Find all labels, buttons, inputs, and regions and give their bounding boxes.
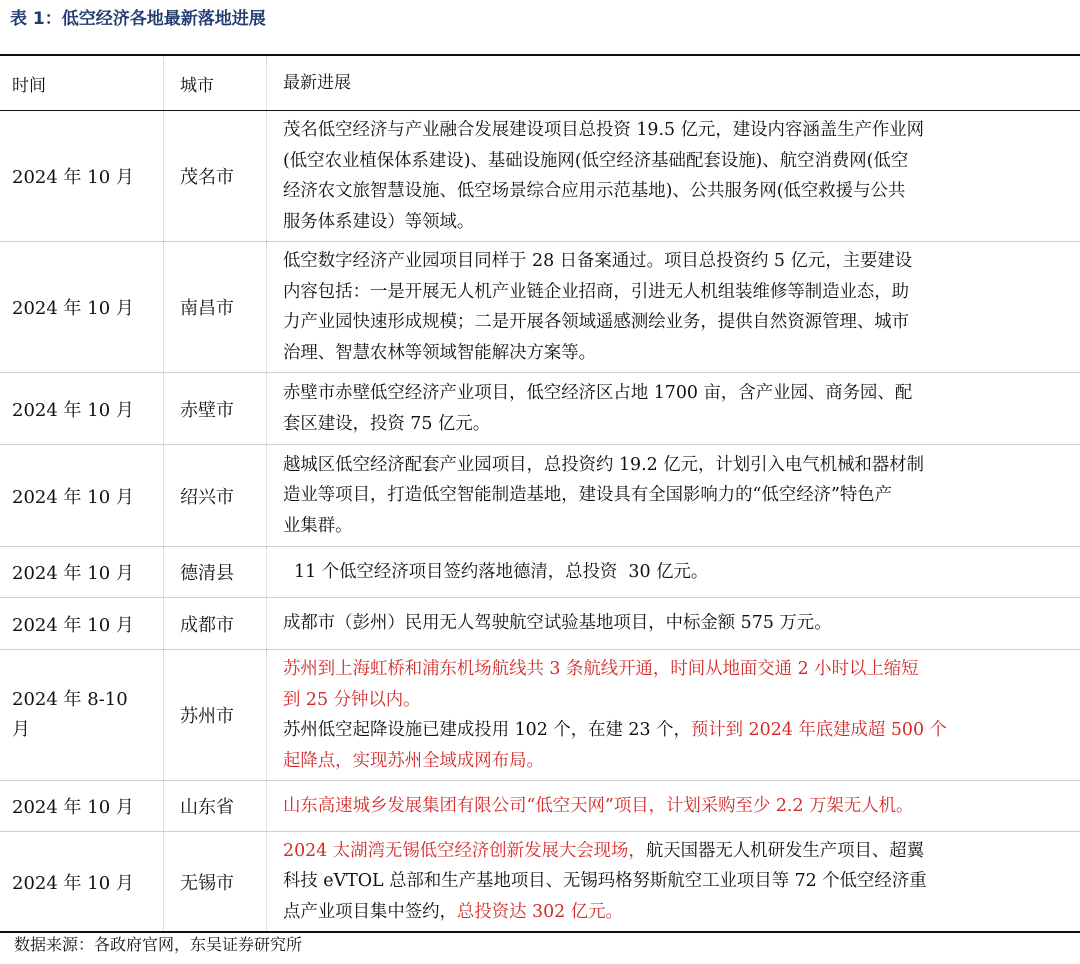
progress-line	[283, 715, 947, 746]
progress-line: 低空数字经济产业园项目同样于 28 日备案通过。项目总投资约 5 亿元，主要建设	[283, 251, 913, 271]
highlight-line: 起降点，实现苏州全域成网布局。	[283, 750, 544, 771]
progress-line: (低空农业植保体系建设)、基础设施网(低空经济基础配套设施)、航空消费网(低空	[283, 150, 909, 171]
table-row	[0, 650, 1080, 781]
highlight-line: 苏州到上海虹桥和浦东机场航线共 3 条航线开通，时间从地面交通 2 小时以上缩短	[283, 659, 919, 679]
table-caption: 表 1：低空经济各地最新落地进展	[10, 9, 266, 29]
row-city: 南昌市	[164, 242, 267, 372]
table-row	[0, 373, 1080, 445]
row-progress: 山东高速城乡发展集团有限公司“低空天网”项目，计划采购至少 2.2 万架无人机。	[283, 795, 914, 816]
row-time: 2024 年 10 月	[0, 547, 164, 597]
row-city: 山东省	[164, 781, 267, 831]
progress-line: 茂名低空经济与产业融合发展建设项目总投资 19.5 亿元，建设内容涵盖生产作业网	[283, 120, 925, 140]
progress-line: 造业等项目，打造低空智能制造基地，建设具有全国影响力的“低空经济”特色产	[283, 485, 893, 506]
progress-line: 赤壁市赤壁低空经济产业项目，低空经济区占地 1700 亩，含产业园、商务园、配	[283, 383, 913, 403]
row-time: 2024 年 10 月	[0, 242, 164, 372]
highlight-line: 到 25 分钟以内。	[283, 689, 421, 710]
progress-text: 苏州低空起降设施已建成投用 102 个，在建 23 个，	[283, 720, 691, 740]
row-progress: 成都市（彭州）民用无人驾驶航空试验基地项目，中标金额 575 万元。	[283, 613, 832, 634]
header-progress: 最新进展	[283, 72, 351, 93]
progress-line: 越城区低空经济配套产业园项目，总投资约 19.2 亿元，计划引入电气机械和器材制	[283, 454, 925, 475]
table-row	[0, 598, 1080, 650]
row-city: 德清县	[164, 547, 267, 597]
row-city: 绍兴市	[164, 445, 267, 546]
progress-line	[283, 897, 927, 928]
row-city: 苏州市	[164, 650, 267, 780]
row-progress: 11 个低空经济项目签约落地德清，总投资 30 亿元。	[283, 561, 709, 582]
row-city: 赤壁市	[164, 373, 267, 444]
table-row	[0, 781, 1080, 832]
table-row	[0, 445, 1080, 547]
progress-text: 点产业项目集中签约，	[283, 901, 457, 922]
table-row	[0, 111, 1080, 242]
row-city: 茂名市	[164, 111, 267, 241]
row-time: 2024 年 10 月	[0, 445, 164, 546]
header-time: 时间	[0, 56, 164, 110]
progress-line: 力产业园快速形成规模；二是开展各领域遥感测绘业务，提供自然资源管理、城市	[283, 312, 910, 332]
row-time: 2024 年 10 月	[0, 598, 164, 649]
row-progress	[267, 650, 1080, 780]
row-time: 2024 年 8-10 月	[0, 650, 164, 780]
header-city: 城市	[164, 56, 267, 110]
progress-line: 服务体系建设）等领域。	[283, 211, 475, 232]
highlight-text: 总投资达 302 亿元。	[456, 901, 623, 922]
progress-table	[0, 54, 1080, 933]
highlight-text: 2024 太湖湾无锡低空经济创新发展大会现场，	[283, 840, 646, 861]
progress-text: 航天国器无人机研发生产项目、超翼	[645, 840, 925, 861]
table-row	[0, 547, 1080, 598]
row-time: 2024 年 10 月	[0, 373, 164, 444]
highlight-text: 预计到 2024 年底建成超 500 个	[690, 720, 947, 740]
row-time: 2024 年 10 月	[0, 111, 164, 241]
row-progress	[267, 242, 1080, 372]
row-time: 2024 年 10 月	[0, 781, 164, 831]
progress-line: 内容包括：一是开展无人机产业链企业招商，引进无人机组装维修等制造业态，助	[283, 281, 910, 302]
row-city: 成都市	[164, 598, 267, 649]
row-progress	[267, 111, 1080, 241]
row-city: 无锡市	[164, 832, 267, 931]
row-progress	[267, 445, 1080, 546]
progress-line: 科技 eVTOL 总部和生产基地项目、无锡玛格努斯航空工业项目等 72 个低空经济重	[283, 871, 927, 892]
row-progress	[267, 373, 1080, 444]
progress-line: 治理、智慧农林等领域智能解决方案等。	[283, 342, 597, 363]
data-source-note: 数据来源：各政府官网，东吴证券研究所	[14, 935, 303, 954]
progress-line: 套区建设，投资 75 亿元。	[283, 413, 491, 434]
progress-line: 业集群。	[283, 515, 353, 536]
table-row	[0, 242, 1080, 373]
table-row	[0, 832, 1080, 931]
progress-line	[283, 836, 927, 867]
progress-line: 经济农文旅智慧设施、低空场景综合应用示范基地)、公共服务网(低空救援与公共	[283, 181, 906, 201]
table-header-row	[0, 56, 1080, 111]
row-time: 2024 年 10 月	[0, 832, 164, 931]
row-progress	[267, 832, 1080, 931]
